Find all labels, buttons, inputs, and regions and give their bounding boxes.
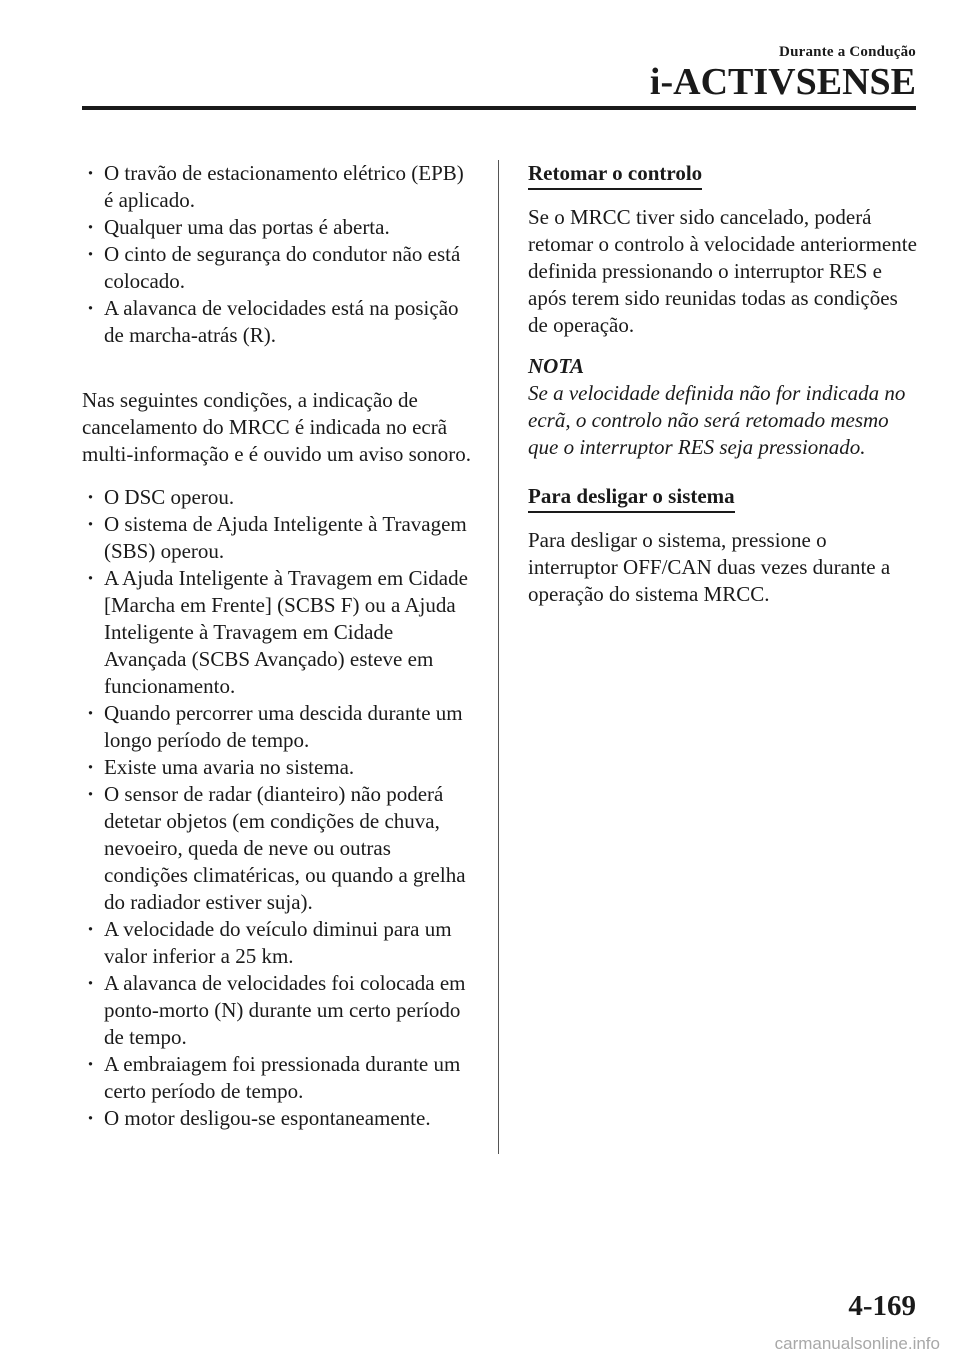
bullet-list-top (82, 160, 474, 349)
list-item: · A Ajuda Inteligente à Travagem em Cidade [Marcha em Frente] (SCBS F) ou a Ajuda Inteligente à Travagem em Cidade Avançada (SCBS Avançado) esteve em funcionamento. (82, 565, 474, 700)
list-item: · Qualquer uma das portas é aberta. (82, 214, 474, 241)
conditions-paragraph: Nas seguintes condições, a indicação de cancelamento do MRCC é indicada no ecrã multi-informação e é ouvido um aviso sonoro. (82, 388, 472, 466)
bullet-list-conditions (82, 484, 474, 1132)
list-item: · O DSC operou. (82, 484, 474, 511)
list-item: · O sistema de Ajuda Inteligente à Travagem (SBS) operou. (82, 511, 474, 565)
list-item: · O travão de estacionamento elétrico (EPB) é aplicado. (82, 160, 474, 214)
note-text: Se a velocidade definida não for indicada no ecrã, o controlo não será retomado mesmo que o interruptor RES seja pressionado. (528, 381, 906, 459)
off-text: Para desligar o sistema, pressione o interruptor OFF/CAN duas vezes durante a operação do sistema MRCC. (528, 528, 891, 606)
header-rule (82, 106, 916, 110)
right-column (528, 160, 918, 622)
page-number: 4-169 (848, 1290, 916, 1322)
watermark: carmanualsonline.info (774, 1334, 940, 1353)
left-column (82, 160, 474, 1132)
list-item: · O cinto de segurança do condutor não está colocado. (82, 241, 474, 295)
list-item: · A alavanca de velocidades está na posição de marcha-atrás (R). (82, 295, 474, 349)
list-item: · Existe uma avaria no sistema. (82, 754, 474, 781)
list-item: · A alavanca de velocidades foi colocada em ponto-morto (N) durante um certo período de tempo. (82, 970, 474, 1051)
list-item: · Quando percorrer uma descida durante um longo período de tempo. (82, 700, 474, 754)
list-item: · O motor desligou-se espontaneamente. (82, 1105, 474, 1132)
resume-text: Se o MRCC tiver sido cancelado, poderá retomar o controlo à velocidade anteriormente definida pressionando o interruptor RES e após terem sido reunidas todas as condições de operação. (528, 205, 917, 337)
note-label: NOTA (528, 354, 585, 378)
resume-heading: Retomar o controlo (528, 160, 702, 190)
section-label: Durante a Condução (779, 44, 916, 60)
list-item: · A embraiagem foi pressionada durante um certo período de tempo. (82, 1051, 474, 1105)
chapter-title: i-ACTIVSENSE (649, 61, 916, 103)
off-heading: Para desligar o sistema (528, 483, 735, 513)
list-item: · O sensor de radar (dianteiro) não poderá detetar objetos (em condições de chuva, nevoeiro, queda de neve ou outras condições climatéricas, ou quando a grelha do radiador estiver suja). (82, 781, 474, 916)
column-divider (498, 160, 499, 1154)
page-header (650, 44, 916, 101)
list-item: · A velocidade do veículo diminui para um valor inferior a 25 km. (82, 916, 474, 970)
